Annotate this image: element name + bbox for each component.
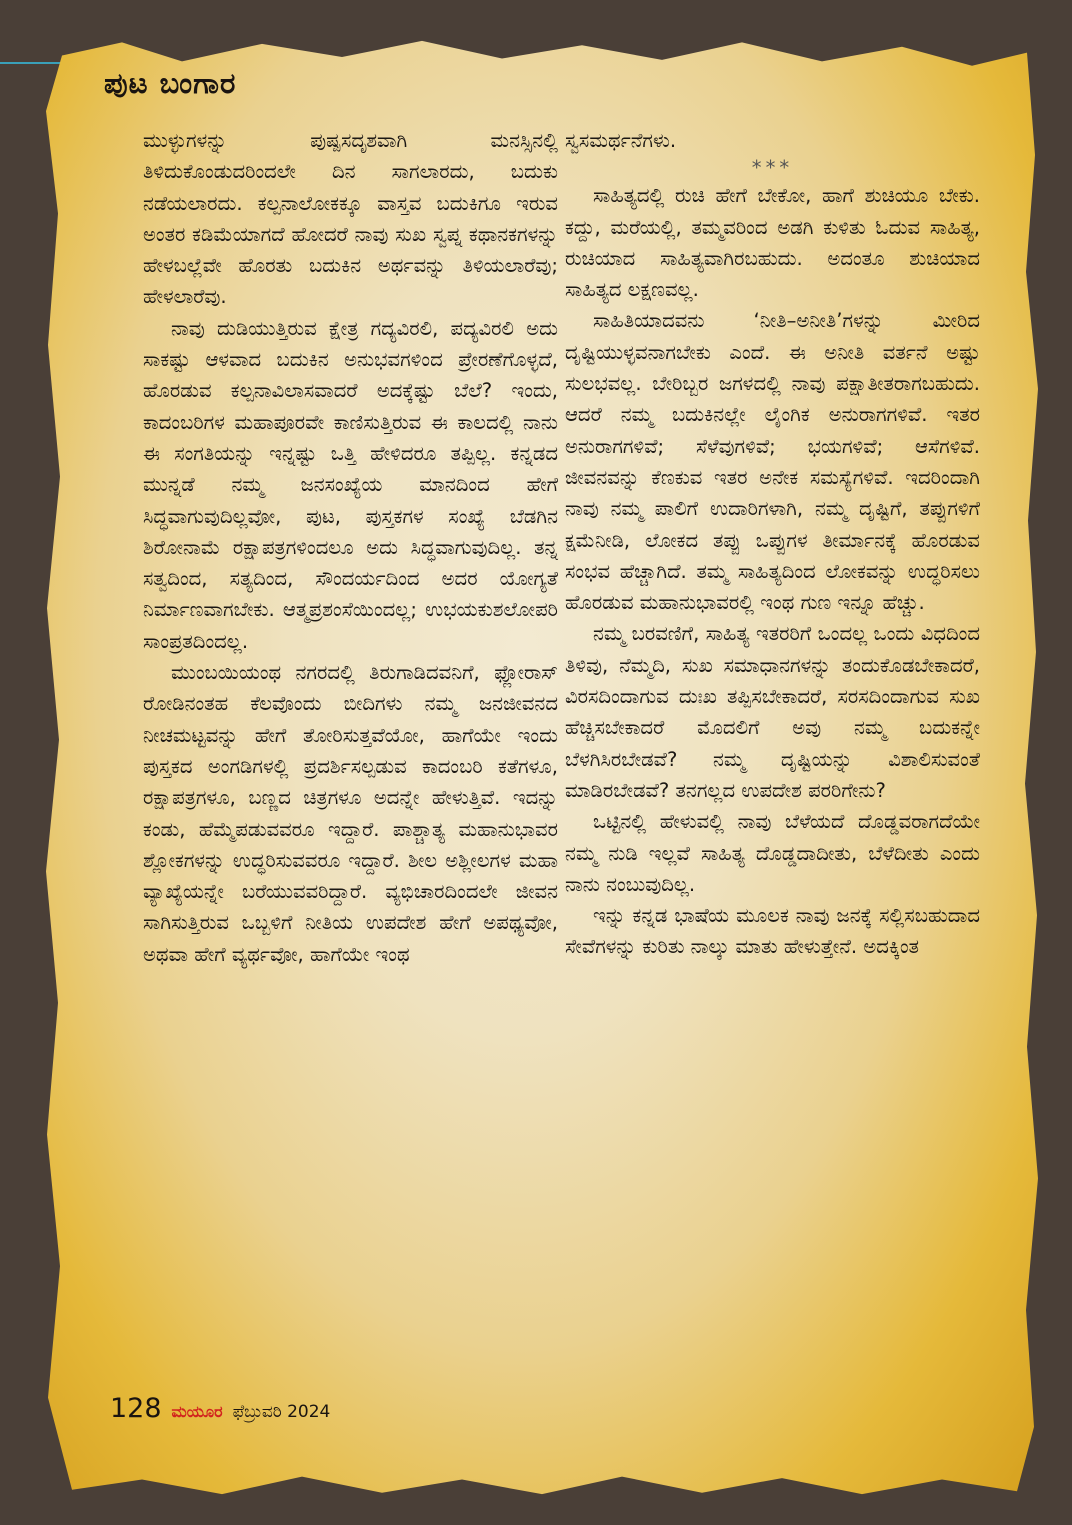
section-separator: *** [751, 156, 794, 180]
issue-date: ಫೆಬ್ರುವರಿ 2024 [232, 1402, 331, 1422]
page-footer [110, 1393, 330, 1433]
paragraph-continued: ಸ್ವಸಮರ್ಥನೆಗಳು. [565, 129, 677, 152]
page-number: 128 [110, 1393, 162, 1424]
left-column [143, 125, 558, 970]
paragraph: ಒಟ್ಟಿನಲ್ಲಿ ಹೇಳುವಲ್ಲಿ ನಾವು ಬೆಳೆಯದೆ ದೊಡ್ಡವರಾಗದೆಯೇ ನಮ್ಮ ನುಡಿ ಇಲ್ಲವೆ ಸಾಹಿತ್ಯ ದೊಡ್ಡದಾದೀತು, ಬೆಳೆದೀತು ಎಂದು ನಾನು ನಂಬುವುದಿಲ್ಲ. [565, 810, 980, 896]
paragraph: ಇನ್ನು ಕನ್ನಡ ಭಾಷೆಯ ಮೂಲಕ ನಾವು ಜನಕ್ಕೆ ಸಲ್ಲಿಸಬಹುದಾದ ಸೇವೆಗಳನ್ನು ಕುರಿತು ನಾಲ್ಕು ಮಾತು ಹೇಳುತ್ತೇನೆ. ಅದಕ್ಕಿಂತ [565, 904, 980, 959]
paragraph: ಮುಂಬಯಿಯಂಥ ನಗರದಲ್ಲಿ ತಿರುಗಾಡಿದವನಿಗೆ, ಫ್ಲೋರಾಸ್ ರೋಡಿನಂತಹ ಕೆಲವೊಂದು ಬೀದಿಗಳು ನಮ್ಮ ಜನಜೀವನದ ನೀಚಮಟ್ಟವನ್ನು ಹೇಗೆ ತೋರಿಸುತ್ತವೆಯೋ, ಹಾಗೆಯೇ ಇಂದು ಪುಸ್ತಕದ ಅಂಗಡಿಗಳಲ್ಲಿ ಪ್ರದರ್ಶಿಸಲ್ಪಡುವ ಕಾದಂಬರಿ ಕತೆಗಳೂ, ರಕ್ಷಾಪತ್ರಗಳೂ, ಬಣ್ಣದ ಚಿತ್ರಗಳೂ ಅದನ್ನೇ ಹೇಳುತ್ತಿವೆ. ಇದನ್ನು ಕಂಡು, ಹೆಮ್ಮೆಪಡುವವರೂ ಇದ್ದಾರೆ. ಪಾಶ್ಚಾತ್ಯ ಮಹಾನುಭಾವರ ಶ್ಲೋಕಗಳನ್ನು ಉದ್ಧರಿಸುವವರೂ ಇದ್ದಾರೆ. ಶೀಲ ಅಶ್ಲೀಲಗಳ ಮಹಾ ವ್ಯಾಖ್ಯೆಯನ್ನೇ ಬರೆಯುವವರಿದ್ದಾರೆ. ವ್ಯಭಿಚಾರದಿಂದಲೇ ಜೀವನ ಸಾಗಿಸುತ್ತಿರುವ ಒಬ್ಬಳಿಗೆ ನೀತಿಯ ಉಪದೇಶ ಹೇಗೆ ಅಪಥ್ಯವೋ, ಅಥವಾ ಹೇಗೆ ವ್ಯರ್ಥವೋ, ಹಾಗೆಯೇ ಇಂಥ [143, 661, 558, 966]
right-column [565, 125, 980, 963]
paragraph: ಸಾಹಿತಿಯಾದವನು ‘ನೀತಿ–ಅನೀತಿ’ಗಳನ್ನು ಮೀರಿದ ದೃಷ್ಟಿಯುಳ್ಳವನಾಗಬೇಕು ಎಂದೆ. ಈ ಅನೀತಿ ವರ್ತನೆ ಅಷ್ಟು ಸುಲಭವಲ್ಲ. ಬೇರಿಬ್ಬರ ಜಗಳದಲ್ಲಿ ನಾವು ಪಕ್ಷಾತೀತರಾಗಬಹುದು. ಆದರೆ ನಮ್ಮ ಬದುಕಿನಲ್ಲೇ ಲೈಂಗಿಕ ಅನುರಾಗಗಳಿವೆ. ಇತರ ಅನುರಾಗಗಳಿವೆ; ಸೆಳೆವುಗಳಿವೆ; ಭಯಗಳಿವೆ; ಆಸೆಗಳಿವೆ. ಜೀವನವನ್ನು ಕೆಣಕುವ ಇತರ ಅನೇಕ ಸಮಸ್ಯೆಗಳಿವೆ. ಇದರಿಂದಾಗಿ ನಾವು ನಮ್ಮ ಪಾಲಿಗೆ ಉದಾರಿಗಳಾಗಿ, ನಮ್ಮ ದೃಷ್ಟಿಗೆ, ತಪ್ಪುಗಳಿಗೆ ಕ್ಷಮೆನೀಡಿ, ಲೋಕದ ತಪ್ಪು ಒಪ್ಪುಗಳ ತೀರ್ಮಾನಕ್ಕೆ ಹೊರಡುವ ಸಂಭವ ಹೆಚ್ಚಾಗಿದೆ. ತಮ್ಮ ಸಾಹಿತ್ಯದಿಂದ ಲೋಕವನ್ನು ಉದ್ಧರಿಸಲು ಹೊರಡುವ ಮಹಾನುಭಾವರಲ್ಲಿ ಇಂಥ ಗುಣ ಇನ್ನೂ ಹೆಚ್ಚು. [565, 309, 980, 615]
paragraph: ಸಾಹಿತ್ಯದಲ್ಲಿ ರುಚಿ ಹೇಗೆ ಬೇಕೋ, ಹಾಗೆ ಶುಚಿಯೂ ಬೇಕು. ಕದ್ದು, ಮರೆಯಲ್ಲಿ, ತಮ್ಮವರಿಂದ ಅಡಗಿ ಕುಳಿತು ಓದುವ ಸಾಹಿತ್ಯ, ರುಚಿಯಾದ ಸಾಹಿತ್ಯವಾಗಿರಬಹುದು. ಅದಂತೂ ಶುಚಿಯಾದ ಸಾಹಿತ್ಯದ ಲಕ್ಷಣವಲ್ಲ. [565, 184, 980, 302]
paragraph: ನಾವು ದುಡಿಯುತ್ತಿರುವ ಕ್ಷೇತ್ರ ಗದ್ಯವಿರಲಿ, ಪದ್ಯವಿರಲಿ ಅದು ಸಾಕಷ್ಟು ಆಳವಾದ ಬದುಕಿನ ಅನುಭವಗಳಿಂದ ಪ್ರೇರಣೆಗೊಳ್ಳದೆ, ಹೊರಡುವ ಕಲ್ಪನಾವಿಲಾಸವಾದರೆ ಅದಕ್ಕೆಷ್ಟು ಬೆಲೆ? ಇಂದು, ಕಾದಂಬರಿಗಳ ಮಹಾಪೂರವೇ ಕಾಣಿಸುತ್ತಿರುವ ಈ ಕಾಲದಲ್ಲಿ ನಾನು ಈ ಸಂಗತಿಯನ್ನು ಇನ್ನಷ್ಟು ಒತ್ತಿ ಹೇಳಿದರೂ ತಪ್ಪಿಲ್ಲ. ಕನ್ನಡದ ಮುನ್ನಡೆ ನಮ್ಮ ಜನಸಂಖ್ಯೆಯ ಮಾನದಿಂದ ಹೇಗೆ ಸಿದ್ಧವಾಗುವುದಿಲ್ಲವೋ, ಪುಟ, ಪುಸ್ತಕಗಳ ಸಂಖ್ಯೆ ಬೆಡಗಿನ ಶಿರೋನಾಮೆ ರಕ್ಷಾಪತ್ರಗಳಿಂದಲೂ ಅದು ಸಿದ್ಧವಾಗುವುದಿಲ್ಲ. ತನ್ನ ಸತ್ವದಿಂದ, ಸತ್ಯದಿಂದ, ಸೌಂದರ್ಯದಿಂದ ಅದರ ಯೋಗ್ಯತೆ ನಿರ್ಮಾಣವಾಗಬೇಕು. ಆತ್ಮಪ್ರಶಂಸೆಯಿಂದಲ್ಲ; ಉಭಯಕುಶಲೋಪರಿ ಸಾಂಪ್ರತದಿಂದಲ್ಲ. [143, 316, 558, 653]
paragraph: ಮುಳ್ಳುಗಳನ್ನು ಪುಷ್ಪಸದೃಶವಾಗಿ ಮನಸ್ಸಿನಲ್ಲಿ ತಿಳಿದುಕೊಂಡುದರಿಂದಲೇ ದಿನ ಸಾಗಲಾರದು, ಬದುಕು ನಡೆಯಲಾರದು. ಕಲ್ಪನಾಲೋಕಕ್ಕೂ ವಾಸ್ತವ ಬದುಕಿಗೂ ಇರುವ ಅಂತರ ಕಡಿಮೆಯಾಗದೆ ಹೋದರೆ ನಾವು ಸುಖ ಸ್ವಪ್ನ ಕಥಾನಕಗಳನ್ನು ಹೇಳಬಲ್ಲೆವೇ ಹೊರತು ಬದುಕಿನ ಅರ್ಥವನ್ನು ತಿಳಿಯಲಾರೆವು; ಹೇಳಲಾರೆವು. [143, 129, 558, 309]
magazine-logo: ಮಯೂರ [171, 1402, 223, 1421]
paragraph: ನಮ್ಮ ಬರವಣಿಗೆ, ಸಾಹಿತ್ಯ ಇತರರಿಗೆ ಒಂದಲ್ಲ ಒಂದು ವಿಧದಿಂದ ತಿಳಿವು, ನೆಮ್ಮದಿ, ಸುಖ ಸಮಾಧಾನಗಳನ್ನು ತಂದುಕೊಡಬೇಕಾದರೆ, ವಿರಸದಿಂದಾಗುವ ದುಃಖ ತಪ್ಪಿಸಬೇಕಾದರೆ, ಸರಸದಿಂದಾಗುವ ಸುಖ ಹೆಚ್ಚಿಸಬೇಕಾದರೆ ಮೊದಲಿಗೆ ಅವು ನಮ್ಮ ಬದುಕನ್ನೇ ಬೆಳಗಿಸಿರಬೇಡವೆ? ನಮ್ಮ ದೃಷ್ಟಿಯನ್ನು ವಿಶಾಲಿಸುವಂತೆ ಮಾಡಿರಬೇಡವೆ? ತನಗಲ್ಲದ ಉಪದೇಶ ಪರರಿಗೇನು? [565, 622, 980, 802]
section-title: ಪುಟ ಬಂಗಾರ [104, 66, 237, 100]
